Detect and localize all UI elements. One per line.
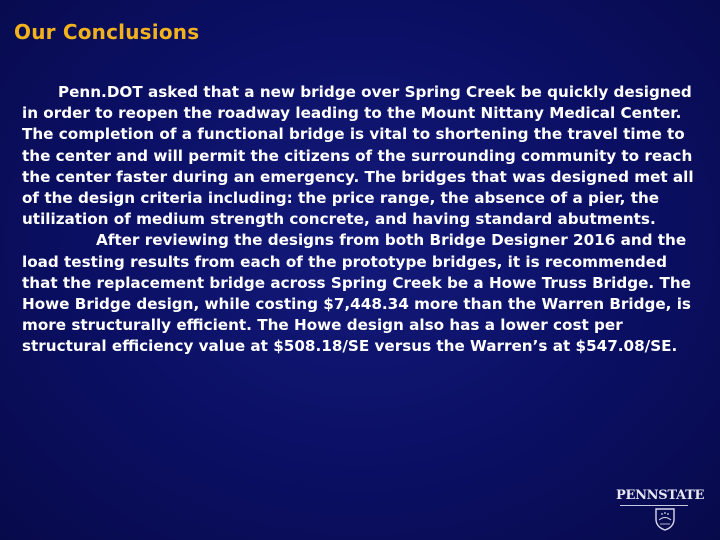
penn-state-logo [616, 488, 705, 532]
slide-title: Our Conclusions [14, 20, 200, 44]
logo-rule [620, 505, 688, 506]
penn-state-shield-icon [654, 507, 676, 531]
paragraph-1: Penn.DOT asked that a new bridge over Spring Creek be quickly designed in order to reopen the roadway leading to the Mount Nittany Medical Center. The completion of a functional bridge is vital to shortening the travel time to the center and will permit the citizens of the surrounding community to reach the center faster during an emergency. The bridges that was designed met all of the design criteria including: the price range, the absence of a pier, the utilization of medium strength concrete, and having standard abutments. [22, 83, 694, 229]
paragraph-2: After reviewing the designs from both Bridge Designer 2016 and the load testing results from each of the prototype bridges, it is recommended that the replacement bridge across Spring Creek be a Howe Truss Bridge. The Howe Bridge design, while costing $7,448.34 more than the Warren Bridge, is more structurally efficient. The Howe design also has a lower cost per structural efficiency value at $508.18/SE versus the Warren’s at $547.08/SE. [22, 231, 691, 356]
slide-body [22, 82, 706, 358]
logo-wordmark: PENNSTATE [616, 488, 705, 503]
